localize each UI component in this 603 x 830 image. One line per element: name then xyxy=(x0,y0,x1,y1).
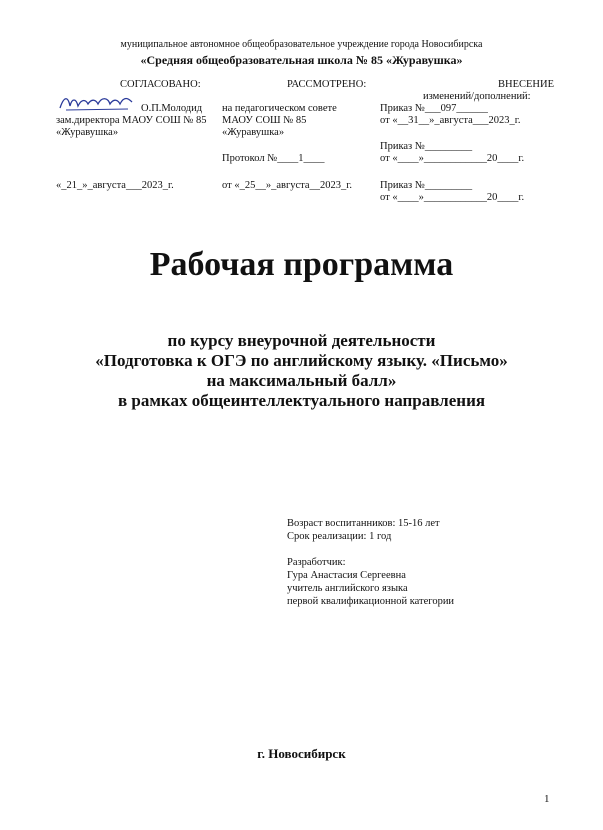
changes-heading: ВНЕСЕНИЕ xyxy=(498,79,554,90)
agreed-signer: О.П.Молодид xyxy=(141,103,203,114)
age-info: Возраст воспитанников: 15-16 лет xyxy=(287,518,440,529)
organization-line: муниципальное автономное общеобразовательное учреждение города Новосибирска xyxy=(120,39,483,50)
school-name: «Средняя общеобразовательная школа № 85 «Журавушка» xyxy=(140,53,463,67)
page-number: 1 xyxy=(544,793,550,805)
subtitle-line-4: в рамках общеинтеллектуального направления xyxy=(117,391,486,410)
reviewed-line3: «Журавушка» xyxy=(222,127,285,138)
changes-order2: Приказ №_________ xyxy=(380,141,473,152)
agreed-heading: СОГЛАСОВАНО: xyxy=(120,79,201,90)
agreed-position: зам.директора МАОУ СОШ № 85 xyxy=(56,115,207,126)
developer-category: первой квалификационной категории xyxy=(287,596,455,607)
document-title: Рабочая программа xyxy=(149,246,454,283)
changes-subheading: изменений/дополнений: xyxy=(423,91,531,102)
changes-order2-date: от «____»____________20____г. xyxy=(380,153,525,164)
city: г. Новосибирск xyxy=(257,746,346,761)
subtitle-line-3: на максимальный балл» xyxy=(206,371,397,390)
signature-image xyxy=(58,92,138,114)
reviewed-line2: МАОУ СОШ № 85 xyxy=(222,115,307,126)
reviewed-date: от «_25__»_августа__2023_г. xyxy=(222,180,353,191)
subtitle-line-1: по курсу внеурочной деятельности xyxy=(167,331,436,350)
reviewed-line1: на педагогическом совете xyxy=(222,103,337,114)
reviewed-heading: РАССМОТРЕНО: xyxy=(287,79,367,90)
developer-role: учитель английского языка xyxy=(287,583,408,594)
term-info: Срок реализации: 1 год xyxy=(287,531,392,542)
changes-order3: Приказ №_________ xyxy=(380,180,473,191)
developer-label: Разработчик: xyxy=(287,557,346,568)
reviewed-protocol: Протокол №____1____ xyxy=(222,153,325,164)
agreed-date: «_21_»_августа___2023_г. xyxy=(56,180,174,191)
developer-name: Гура Анастасия Сергеевна xyxy=(287,570,406,581)
changes-order3-date: от «____»____________20____г. xyxy=(380,192,525,203)
changes-order1: Приказ №___097______ xyxy=(380,103,488,114)
changes-order1-date: от «__31__»_августа___2023_г. xyxy=(380,115,521,126)
agreed-school: «Журавушка» xyxy=(56,127,119,138)
subtitle-line-2: «Подготовка к ОГЭ по английскому языку. «Письмо» xyxy=(95,351,508,370)
